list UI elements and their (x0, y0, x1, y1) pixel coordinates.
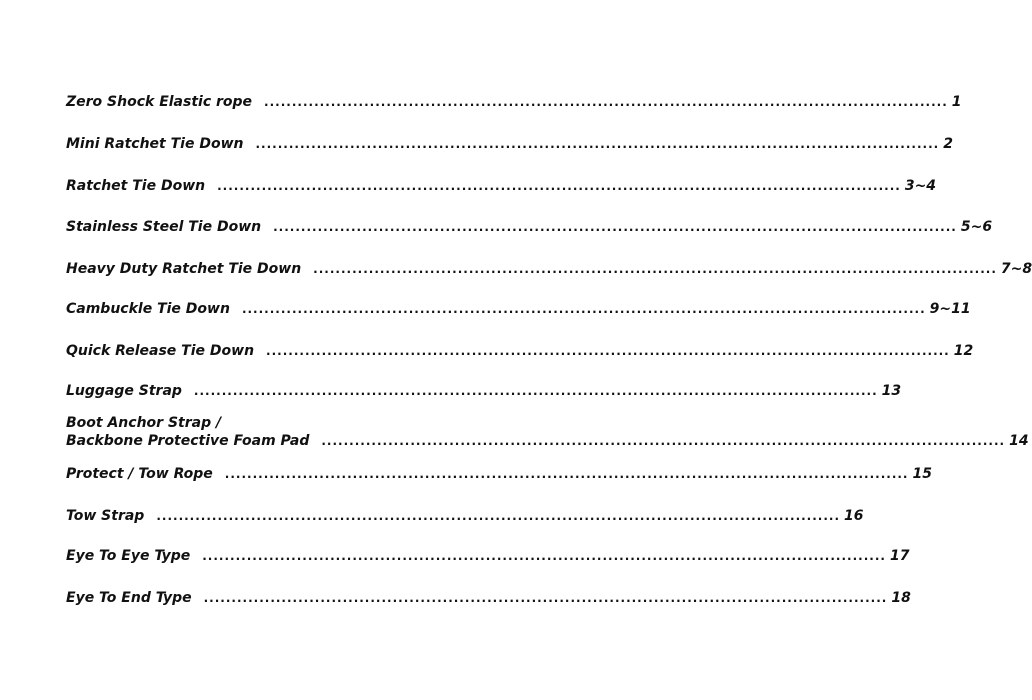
toc-page-number: 15 (912, 466, 932, 482)
toc-dot-leader: ........................................................................................................................... (313, 262, 997, 276)
table-of-contents (66, 0, 1032, 700)
toc-entry-title: Tow Strap (66, 508, 145, 524)
toc-dot-leader: ........................................................................................................................... (321, 434, 1006, 448)
toc-entry-stainless-steel-tie-down[interactable] (66, 218, 993, 236)
toc-entry-quick-release-tie-down[interactable] (66, 342, 974, 360)
toc-page-number: 1 (951, 94, 962, 110)
toc-entry-title: Ratchet Tie Down (66, 178, 206, 194)
toc-entry-title: Cambuckle Tie Down (66, 301, 230, 317)
toc-page-number: 12 (953, 343, 974, 359)
toc-entry-tow-strap[interactable] (66, 507, 864, 525)
toc-entry-title: Luggage Strap (66, 383, 182, 399)
toc-entry-luggage-strap[interactable] (66, 382, 902, 400)
toc-entry-ratchet-tie-down[interactable] (66, 177, 937, 195)
toc-entry-zero-shock-elastic-rope[interactable] (66, 93, 962, 111)
toc-entry-title-line-1: Boot Anchor Strap / (66, 415, 222, 431)
toc-dot-leader: ........................................................................................................................... (264, 95, 948, 109)
toc-dot-leader: ........................................................................................................................... (203, 591, 888, 605)
toc-dot-leader: ........................................................................................................................... (266, 344, 950, 358)
toc-page-number: 9~11 (929, 301, 971, 317)
toc-entry-protect-tow-rope[interactable] (66, 465, 932, 483)
toc-dot-leader: ........................................................................................................................... (156, 509, 841, 523)
toc-page-number: 5~6 (960, 219, 993, 235)
toc-page-number: 14 (1009, 433, 1029, 449)
toc-page-number: 7~8 (1000, 261, 1032, 277)
toc-entry-title: Mini Ratchet Tie Down (66, 136, 244, 152)
toc-entry-title (66, 414, 309, 450)
toc-dot-leader: ........................................................................................................................... (217, 179, 901, 193)
toc-dot-leader: ........................................................................................................................... (255, 137, 940, 151)
toc-entry-title: Heavy Duty Ratchet Tie Down (66, 261, 302, 277)
toc-entry-eye-to-eye-type[interactable] (66, 547, 910, 565)
toc-page-number: 18 (891, 590, 911, 606)
toc-entry-cambuckle-tie-down[interactable] (66, 300, 971, 318)
toc-dot-leader: ........................................................................................................................... (202, 549, 886, 563)
toc-entry-title: Eye To Eye Type (66, 548, 191, 564)
toc-page-number: 3~4 (904, 178, 937, 194)
toc-entry-title: Stainless Steel Tie Down (66, 219, 262, 235)
toc-entry-mini-ratchet-tie-down[interactable] (66, 135, 953, 153)
toc-page-number: 13 (881, 383, 902, 399)
toc-entry-title: Quick Release Tie Down (66, 343, 255, 359)
toc-entry-eye-to-end-type[interactable] (66, 589, 911, 607)
toc-page-number: 17 (889, 548, 910, 564)
toc-dot-leader: ........................................................................................................................... (241, 302, 926, 316)
toc-entry-boot-anchor-strap[interactable] (66, 414, 1029, 450)
toc-page-number: 2 (943, 136, 953, 152)
toc-entry-title: Protect / Tow Rope (66, 466, 213, 482)
toc-dot-leader: ........................................................................................................................... (193, 384, 878, 398)
toc-page-number: 16 (844, 508, 864, 524)
toc-entry-title: Eye To End Type (66, 590, 192, 606)
toc-entry-title-line-2: Backbone Protective Foam Pad (66, 433, 310, 449)
toc-entry-title: Zero Shock Elastic rope (66, 94, 253, 110)
toc-dot-leader: ........................................................................................................................... (273, 220, 957, 234)
toc-dot-leader: ........................................................................................................................... (224, 467, 909, 481)
toc-entry-heavy-duty-ratchet-tie-down[interactable] (66, 260, 1032, 278)
